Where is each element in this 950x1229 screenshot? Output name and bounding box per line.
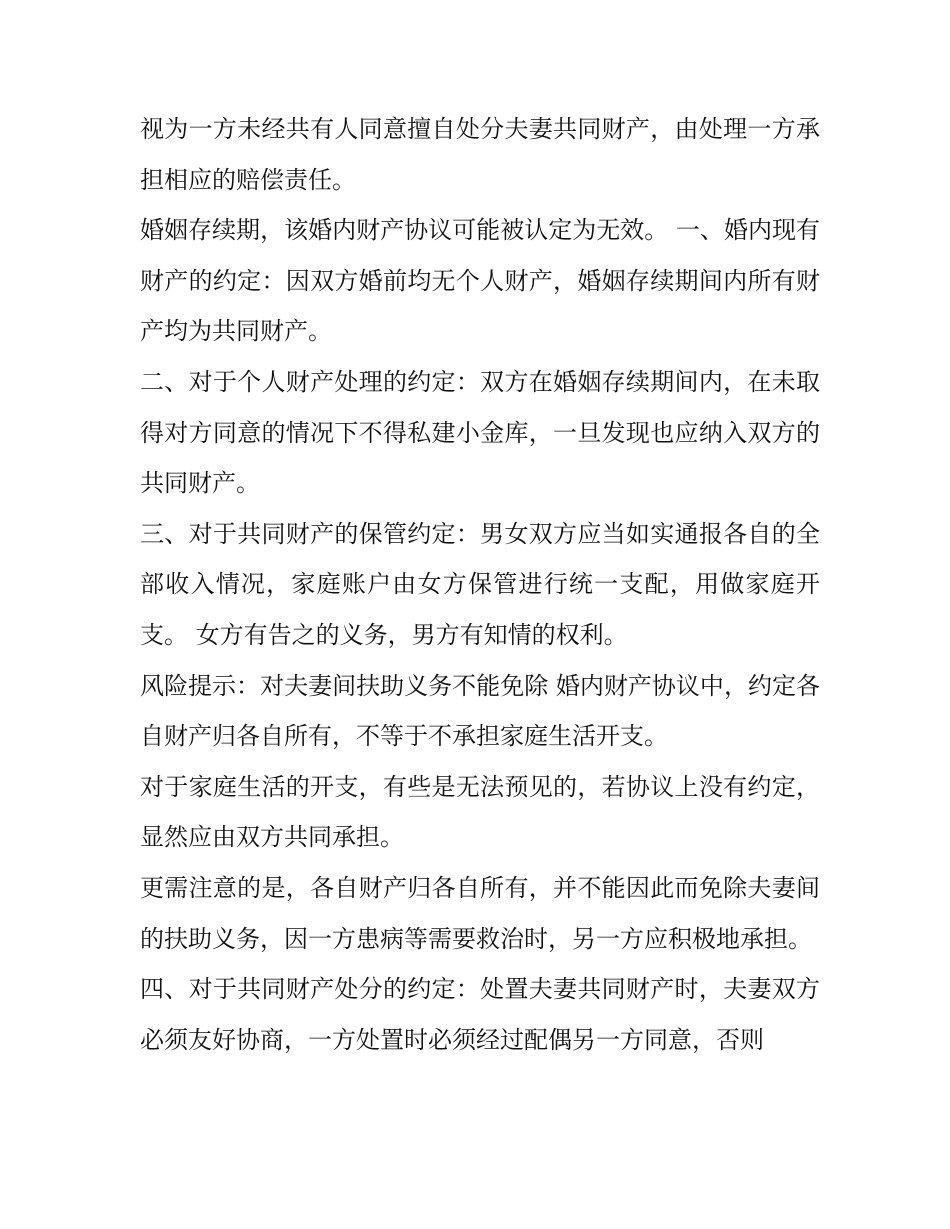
paragraph: 三、对于共同财产的保管约定：男女双方应当如实通报各自的全部收入情况，家庭账户由女方保管进行统一支配，用做家庭开支。 女方有告之的义务，男方有知情的权利。 [140, 519, 820, 649]
paragraph: 视为一方未经共有人同意擅自处分夫妻共同财产，由处理一方承担相应的赔偿责任。 [140, 115, 820, 194]
paragraph: 风险提示：对夫妻间扶助义务不能免除 婚内财产协议中，约定各自财产归各自所有，不等于不承担家庭生活开支。 [140, 671, 820, 751]
paragraph: 婚姻存续期，该婚内财产协议可能被认定为无效。 一、婚内现有财产的约定：因双方婚前均无个人财产，婚姻存续期间内所有财产均为共同财产。 [140, 216, 820, 346]
document-body [140, 104, 820, 1065]
paragraph: 四、对于共同财产处分的约定：处置夫妻共同财产时，夫妻双方必须友好协商，一方处置时必须经过配偶另一方同意，否则 [140, 975, 820, 1054]
paragraph: 二、对于个人财产处理的约定：双方在婚姻存续期间内，在未取得对方同意的情况下不得私建小金库，一旦发现也应纳入双方的共同财产。 [140, 367, 820, 498]
paragraph: 更需注意的是，各自财产归各自所有，并不能因此而免除夫妻间的扶助义务，因一方患病等需要救治时，另一方应积极地承担。 [140, 873, 820, 953]
paragraph: 对于家庭生活的开支，有些是无法预见的，若协议上没有约定，显然应由双方共同承担。 [140, 772, 820, 852]
